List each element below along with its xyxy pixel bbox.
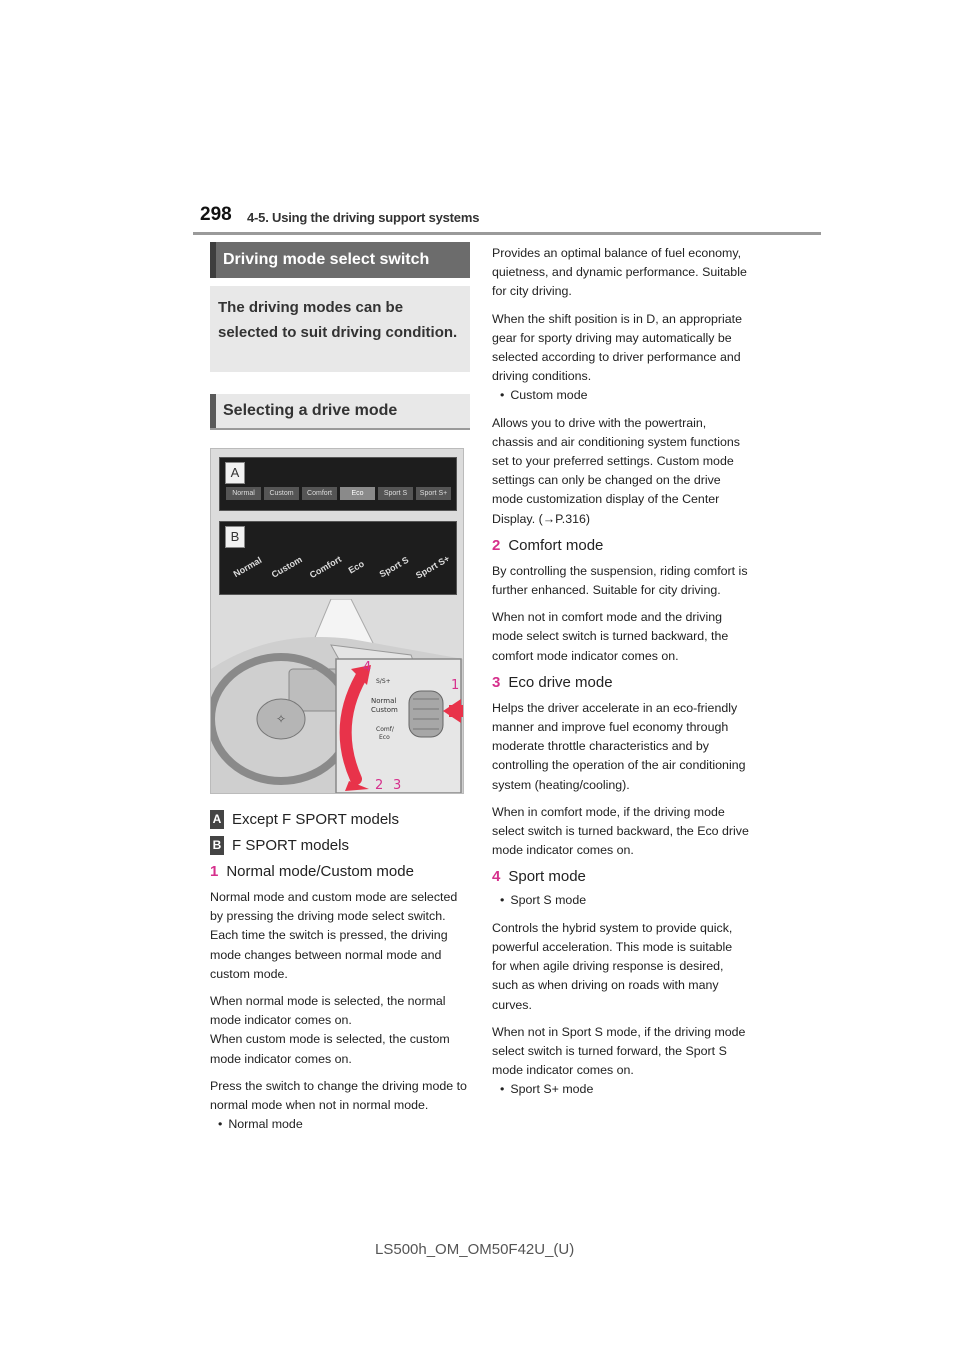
item-2-paragraph-1: By controlling the suspension, riding comfort is further enhanced. Suitable for city driving. — [492, 563, 748, 598]
header-rule — [193, 232, 821, 235]
subheading: Selecting a drive mode — [210, 394, 470, 428]
callout-2: 2 — [375, 778, 384, 793]
mode-chip-custom: Custom — [264, 487, 299, 500]
item-2-title: Comfort mode — [508, 536, 604, 554]
item-4-title: Sport mode — [508, 868, 586, 886]
figure-label-b — [210, 836, 470, 855]
item-3-heading — [492, 674, 750, 691]
section-title: 4-5. Using the driving support systems — [247, 210, 480, 225]
mode-chip-eco: Eco — [340, 487, 375, 500]
knob-label-comf: Comf/ — [376, 726, 394, 733]
main-heading: Driving mode select switch — [210, 242, 470, 278]
item-3-paragraph-1: Helps the driver accelerate in an eco-friendly manner and improve fuel economy through moderate throttle characteristics and by controlling the operation of the air conditioning system (heating/cooling). — [492, 700, 746, 792]
mode-chip-comfort: Comfort — [302, 487, 337, 500]
item-3-number: 3 — [492, 673, 501, 691]
item-1-paragraph-3: When custom mode is selected, the custom mode indicator comes on. — [210, 1032, 450, 1066]
figure-label-a-text: Except F SPORT models — [232, 811, 400, 828]
mode-row-b — [230, 553, 452, 586]
dashboard-illustration — [211, 599, 463, 793]
bullet-normal-mode: • Normal mode — [210, 1115, 470, 1134]
item-1-number: 1 — [210, 863, 219, 880]
item-4-heading — [492, 868, 750, 885]
left-column — [210, 242, 470, 1134]
panel-letter-b: B — [225, 526, 245, 548]
panel-letter-a: A — [225, 462, 245, 484]
diag-sport-s: Sport S — [377, 554, 411, 580]
item-1-paragraph-1: Normal mode and custom mode are selected by pressing the driving mode select switch. Each time the switch is pressed, the driving mode changes between normal mode and custom mode. — [210, 890, 458, 981]
item-4-paragraph-2: When not in Sport S mode, if the driving mode select switch is turned forward, the Sport S mode indicator comes on. — [492, 1024, 746, 1078]
item-1-paragraph-2: When normal mode is selected, the normal mode indicator comes on. — [210, 994, 446, 1028]
knob-label-eco: Eco — [379, 734, 390, 741]
mode-chip-sport-s-plus: Sport S+ — [416, 487, 451, 500]
display-panel-a — [219, 457, 457, 511]
item-3-title: Eco drive mode — [508, 673, 613, 691]
callout-1: 1 — [451, 678, 460, 693]
bullet-custom-mode: • Custom mode — [492, 386, 750, 405]
item-2-number: 2 — [492, 536, 501, 554]
custom-mode-paragraph: Allows you to drive with the powertrain, chassis and air conditioning system functions set to your preferred settings. Custom mode settings can only be changed on the drive mode customization display of the Center Display. (→P.316) — [492, 415, 740, 526]
callout-4: 4 — [363, 660, 372, 675]
item-3-paragraph-2: When in comfort mode, if the driving mode select switch is turned backward, the Eco drive mode indicator comes on. — [492, 804, 749, 858]
knob-label-top: S/S+ — [376, 678, 391, 685]
footer-code: LS500h_OM_OM50F42U_(U) — [375, 1241, 575, 1258]
normal-mode-paragraph-2: When the shift position is in D, an appropriate gear for sporty driving may automatically be selected according to driver performance and driving conditions. — [492, 311, 743, 384]
item-4-paragraph-1: Controls the hybrid system to provide quick, powerful acceleration. This mode is suitable for when agile driving response is desired, such as when driving on roads with many curves. — [492, 920, 733, 1012]
item-1-paragraph-4: Press the switch to change the driving mode to normal mode when not in normal mode. — [210, 1078, 467, 1113]
bullet-sport-s-mode: • Sport S mode — [492, 891, 750, 910]
mode-chip-sport-s: Sport S — [378, 487, 413, 500]
knob-label-normal: Normal — [371, 697, 397, 705]
diag-comfort: Comfort — [307, 553, 344, 581]
figure-label-b-text: F SPORT models — [232, 837, 349, 854]
bullet-sport-s-plus-mode: • Sport S+ mode — [492, 1080, 750, 1099]
normal-mode-paragraph-1: Provides an optimal balance of fuel economy, quietness, and dynamic performance. Suitable for city driving. — [492, 246, 747, 299]
item-2-heading — [492, 537, 750, 554]
knob-label-custom: Custom — [371, 706, 398, 714]
item-1-heading — [210, 863, 470, 880]
subheading-rule — [210, 428, 470, 430]
right-column — [492, 244, 750, 1100]
svg-text:✧: ✧ — [275, 712, 287, 726]
item-4-number: 4 — [492, 868, 501, 886]
callout-3: 3 — [393, 778, 402, 793]
mode-row-a — [226, 487, 451, 500]
intro-box: The driving modes can be selected to suit driving condition. — [210, 286, 470, 372]
item-1-title: Normal mode/Custom mode — [226, 863, 414, 880]
mode-chip-normal: Normal — [226, 487, 261, 500]
page-number: 298 — [200, 204, 232, 225]
diag-normal: Normal — [231, 554, 264, 580]
diag-eco: Eco — [346, 558, 366, 576]
badge-a: A — [210, 810, 224, 829]
diag-custom: Custom — [269, 554, 304, 580]
figure-label-a — [210, 810, 470, 829]
display-panel-b — [219, 521, 457, 595]
diag-sport-s-plus: Sport S+ — [413, 553, 452, 581]
drive-mode-figure — [210, 448, 464, 794]
item-2-paragraph-2: When not in comfort mode and the driving mode select switch is turned backward, the comfort mode indicator comes on. — [492, 610, 729, 663]
badge-b: B — [210, 836, 224, 855]
